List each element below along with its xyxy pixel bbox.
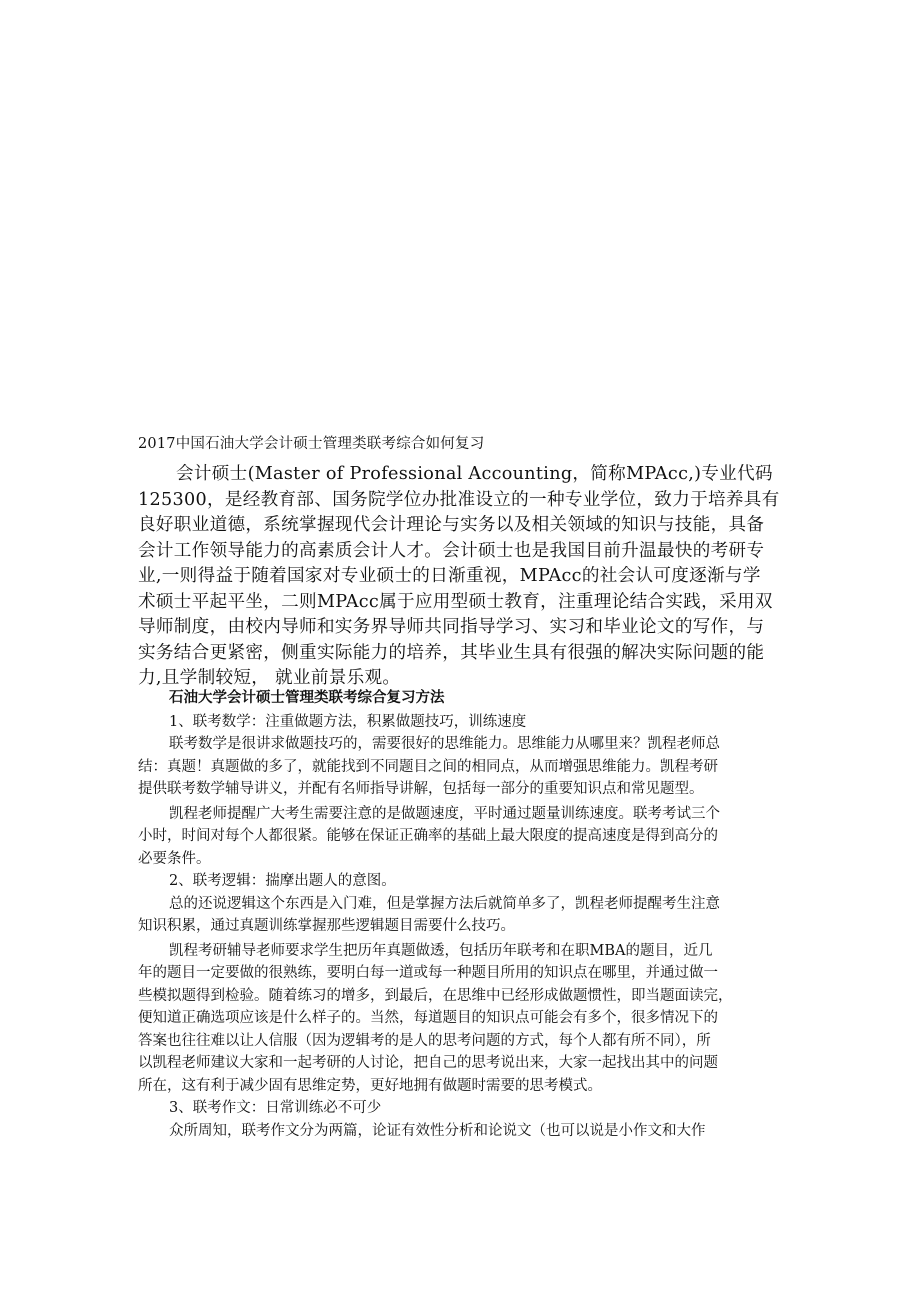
writing-paragraph-line: 众所周知，联考作文分为两篇，论证有效性分析和论说文（也可以说是小作文和大作 xyxy=(169,1122,706,1139)
logic-paragraph-line: 总的还说逻辑这个东西是入门难，但是掌握方法后就简单多了，凯程老师提醒考生注意 xyxy=(169,895,720,912)
intro-line: 会计硕士(Master of Professional Accounting，简称MPAcc,)专业代码 xyxy=(176,464,773,484)
math-paragraph-line: 小时，时间对每个人都很紧。能够在保证正确率的基础上最大限度的提高速度是得到高分的 xyxy=(138,828,718,844)
logic-paragraph-line: 些模拟题得到检验。随着练习的增多，到最后，在思维中已经形成做题惯性，即当题面读完， xyxy=(138,987,733,1004)
math-paragraph-line: 联考数学是很讲求做题技巧的，需要很好的思维能力。思维能力从哪里来？凯程老师总 xyxy=(169,736,720,752)
intro-line: 会计工作领导能力的高素质会计人才。会计硕士也是我国目前升温最快的考研专 xyxy=(138,540,765,561)
writing-heading: 3、联考作文：日常训练必不可少 xyxy=(169,1100,382,1116)
math-paragraph-line: 结：真题！真题做的多了，就能找到不同题目之间的相同点，从而增强思维能力。凯程考研 xyxy=(138,758,718,775)
logic-paragraph-line: 知识积累，通过真题训练掌握那些逻辑题目需要什么技巧。 xyxy=(138,918,515,934)
intro-line: 实务结合更紧密，侧重实际能力的培养，其毕业生具有很强的解决实际问题的能 xyxy=(138,642,765,663)
logic-paragraph-line: 年的题目一定要做的很熟练，要明白每一道或每一种题目所用的知识点在哪里，并通过做一 xyxy=(138,965,718,981)
math-paragraph-line: 提供联考数学辅导讲义，并配有名师指导讲解，包括每一部分的重要知识点和常见题型。 xyxy=(138,781,704,797)
document-title: 2017中国石油大学会计硕士管理类联考综合如何复习 xyxy=(138,436,485,452)
math-paragraph-line: 凯程老师提醒广大考生需要注意的是做题速度，平时通过题量训练速度。联考考试三个 xyxy=(169,805,720,822)
logic-heading: 2、联考逻辑：揣摩出题人的意图。 xyxy=(169,873,396,889)
math-paragraph-line: 必要条件。 xyxy=(138,850,211,867)
logic-paragraph-line: 便知道正确选项应该是什么样子的。当然，每道题目的知识点可能会有多个，很多情况下的 xyxy=(138,1010,718,1026)
section-heading: 石油大学会计硕士管理类联考综合复习方法 xyxy=(169,689,445,706)
intro-line: 导师制度，由校内导师和实务界导师共同指导学习、实习和毕业论文的写作，与 xyxy=(138,617,765,637)
intro-line: 125300，是经教育部、国务院学位办批准设立的一种专业学位，致力于培养具有 xyxy=(138,489,780,510)
logic-paragraph-line: 答案也往往难以让人信服（因为逻辑考的是人的思考问题的方式，每个人都有所不同），所 xyxy=(138,1032,711,1049)
math-heading: 1、联考数学：注重做题方法，积累做题技巧，训练速度 xyxy=(169,713,527,730)
intro-paragraph xyxy=(138,462,788,692)
intro-line: 术硕士平起平坐，二则MPAcc属于应用型硕士教育，注重理论结合实践，采用双 xyxy=(138,591,773,612)
intro-line: 力,且学制较短， 就业前景乐观。 xyxy=(138,668,401,688)
intro-line: 业,一则得益于随着国家对专业硕士的日渐重视，MPAcc的社会认可度逐渐与学 xyxy=(138,566,761,586)
review-methods-section xyxy=(138,687,784,1142)
logic-paragraph-line: 凯程考研辅导老师要求学生把历年真题做透，包括历年联考和在职MBA的题目，近几 xyxy=(169,942,713,959)
intro-line: 良好职业道德，系统掌握现代会计理论与实务以及相关领域的知识与技能，具备 xyxy=(138,515,765,535)
logic-paragraph-line: 所在，这有利于减少固有思维定势，更好地拥有做题时需要的思考模式。 xyxy=(138,1077,602,1094)
logic-paragraph-line: 以凯程老师建议大家和一起考研的人讨论，把自己的思考说出来，大家一起找出其中的问题 xyxy=(138,1055,718,1071)
